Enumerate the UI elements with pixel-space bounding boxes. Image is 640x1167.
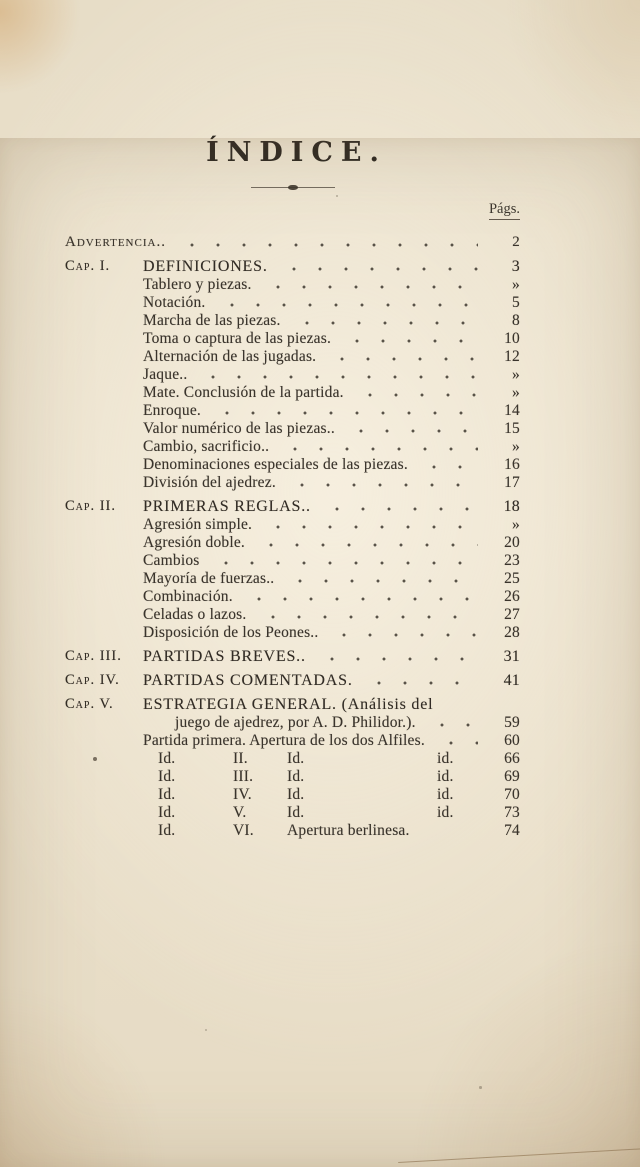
dot-leader bbox=[353, 384, 478, 402]
page-number: 28 bbox=[504, 624, 520, 641]
page-number: 20 bbox=[504, 534, 520, 551]
entry-title: Cambio, sacrificio.. bbox=[143, 438, 270, 455]
dot-leader bbox=[215, 294, 479, 312]
ink-speck bbox=[205, 1029, 207, 1031]
id-abbrev-lower bbox=[437, 822, 469, 840]
chapter-number: Cap. IV. bbox=[65, 672, 120, 688]
chapter-number: Cap. III. bbox=[65, 648, 122, 664]
opening-name: Id. bbox=[287, 768, 305, 785]
dot-leader bbox=[425, 714, 478, 732]
entry-title: Valor numérico de las piezas.. bbox=[143, 420, 335, 437]
entry-title: Disposición de los Peones.. bbox=[143, 624, 319, 641]
dot-leader bbox=[283, 570, 478, 588]
page-number: 17 bbox=[504, 474, 520, 491]
toc-row bbox=[65, 294, 520, 312]
opening-name: Apertura berlinesa. bbox=[287, 822, 410, 839]
id-abbrev: Id. bbox=[158, 804, 176, 821]
pages-column-header bbox=[65, 200, 520, 220]
dot-leader bbox=[290, 312, 478, 330]
toc-row bbox=[65, 366, 520, 384]
page-number: 26 bbox=[504, 588, 520, 605]
chapter-title: PARTIDAS BREVES.. bbox=[143, 648, 306, 665]
toc-row bbox=[65, 714, 520, 732]
dot-leader bbox=[315, 647, 478, 666]
page-number: 60 bbox=[504, 732, 520, 749]
dot-leader bbox=[210, 402, 478, 420]
id-abbrev: Id. bbox=[158, 768, 176, 785]
toc-row bbox=[65, 402, 520, 420]
chapter-title-continued: juego de ajedrez, por A. D. Philidor.). bbox=[175, 714, 416, 731]
entry-title: Celadas o lazos. bbox=[143, 606, 247, 623]
entry-title: Enroque. bbox=[143, 402, 201, 419]
entry-title: Toma o captura de las piezas. bbox=[143, 330, 332, 347]
page-number: » bbox=[512, 516, 520, 533]
opening-name: Id. bbox=[287, 786, 305, 803]
toc-row bbox=[65, 570, 520, 588]
ornament-divider bbox=[251, 183, 335, 191]
chapter-number: Cap. V. bbox=[65, 696, 114, 712]
game-numeral: II. bbox=[233, 750, 248, 767]
entry-title: Marcha de las piezas. bbox=[143, 312, 281, 329]
toc-list bbox=[65, 233, 520, 840]
toc-row bbox=[65, 276, 520, 294]
page-edge-line bbox=[398, 1148, 640, 1163]
game-numeral: IV. bbox=[233, 786, 252, 803]
entry-title: División del ajedrez. bbox=[143, 474, 276, 491]
toc-row bbox=[65, 606, 520, 624]
page-number: 15 bbox=[504, 420, 520, 437]
page-title: ÍNDICE. bbox=[206, 137, 387, 168]
toc-row bbox=[65, 588, 520, 606]
entry-title: Agresión doble. bbox=[143, 534, 246, 551]
pages-header-label: Págs. bbox=[489, 201, 520, 220]
page-number: 3 bbox=[511, 258, 520, 275]
game-numeral: V. bbox=[233, 804, 247, 821]
page-number: 31 bbox=[503, 648, 520, 665]
entry-title: Notación. bbox=[143, 294, 206, 311]
toc-row bbox=[65, 233, 520, 252]
id-abbrev-lower: id. bbox=[437, 750, 454, 767]
entry-title: Denominaciones especiales de las piezas. bbox=[143, 456, 408, 473]
page-number: 70 bbox=[504, 786, 520, 803]
toc-row bbox=[65, 552, 520, 570]
page-number: » bbox=[512, 384, 520, 401]
dot-leader bbox=[362, 671, 478, 690]
page-number: 18 bbox=[503, 498, 520, 515]
page-number: 25 bbox=[504, 570, 520, 587]
page-number: 8 bbox=[512, 312, 520, 329]
opening-name: Id. bbox=[287, 804, 305, 821]
toc-row bbox=[65, 474, 520, 492]
game-numeral: III. bbox=[233, 768, 254, 785]
dot-leader bbox=[417, 456, 478, 474]
id-abbrev-lower: id. bbox=[437, 786, 454, 803]
page-number: 5 bbox=[512, 294, 520, 311]
id-abbrev: Id. bbox=[158, 786, 176, 803]
toc-row bbox=[65, 330, 520, 348]
dot-leader bbox=[320, 497, 478, 516]
page-number: 41 bbox=[503, 672, 520, 689]
toc-row bbox=[65, 456, 520, 474]
ink-speck bbox=[336, 195, 338, 197]
dot-leader bbox=[285, 474, 478, 492]
toc-row bbox=[65, 624, 520, 642]
page-number: 59 bbox=[504, 714, 520, 731]
chapter-title: PRIMERAS REGLAS.. bbox=[143, 498, 311, 515]
chapter-title: PARTIDAS COMENTADAS. bbox=[143, 672, 353, 689]
page-number: 10 bbox=[504, 330, 520, 347]
dot-leader bbox=[344, 420, 478, 438]
game-numeral: VI. bbox=[233, 822, 254, 839]
toc-row bbox=[65, 768, 520, 786]
ink-speck bbox=[93, 757, 97, 761]
page-number: » bbox=[512, 438, 520, 455]
toc-row bbox=[65, 732, 520, 750]
chapter-number: Cap. II. bbox=[65, 498, 116, 514]
toc-row bbox=[65, 647, 520, 666]
page-number: 73 bbox=[504, 804, 520, 821]
dot-leader bbox=[277, 257, 478, 276]
toc-row bbox=[65, 348, 520, 366]
page-number: 66 bbox=[504, 750, 520, 767]
entry-title: Cambios bbox=[143, 552, 200, 569]
toc-row bbox=[65, 671, 520, 690]
toc-row bbox=[65, 695, 520, 714]
toc-row bbox=[65, 804, 520, 822]
page-number: 14 bbox=[504, 402, 520, 419]
page-number: 2 bbox=[512, 234, 520, 250]
ink-speck bbox=[479, 1086, 482, 1089]
page-number: 16 bbox=[504, 456, 520, 473]
dot-leader bbox=[256, 606, 479, 624]
id-abbrev: Id. bbox=[158, 822, 176, 839]
toc-row bbox=[65, 384, 520, 402]
dot-leader bbox=[175, 233, 478, 252]
toc-row bbox=[65, 516, 520, 534]
page-number: 74 bbox=[504, 822, 520, 839]
dot-leader bbox=[261, 276, 478, 294]
id-abbrev-lower: id. bbox=[437, 768, 454, 785]
toc-row bbox=[65, 534, 520, 552]
entry-title: Alternación de las jugadas. bbox=[143, 348, 317, 365]
toc-row bbox=[65, 257, 520, 276]
page-number: » bbox=[512, 276, 520, 293]
entry-title: Advertencia.. bbox=[65, 234, 166, 250]
entry-title: Agresión simple. bbox=[143, 516, 253, 533]
toc-row bbox=[65, 786, 520, 804]
dot-leader bbox=[196, 366, 478, 384]
chapter-title: ESTRATEGIA GENERAL. (Análisis del bbox=[143, 696, 434, 713]
id-abbrev: Id. bbox=[158, 750, 176, 767]
entry-title: Partida primera. Apertura de los dos Alfiles. bbox=[143, 732, 425, 749]
dot-leader bbox=[242, 588, 478, 606]
toc-row bbox=[65, 420, 520, 438]
entry-title: Tablero y piezas. bbox=[143, 276, 252, 293]
chapter-number: Cap. I. bbox=[65, 258, 111, 274]
entry-title: Mate. Conclusión de la partida. bbox=[143, 384, 344, 401]
dot-leader bbox=[327, 624, 478, 642]
page-number: 12 bbox=[504, 348, 520, 365]
dot-leader bbox=[278, 438, 478, 456]
entry-title: Jaque.. bbox=[143, 366, 188, 383]
page-number: 23 bbox=[504, 552, 520, 569]
page-number: 69 bbox=[504, 768, 520, 785]
dot-leader bbox=[340, 330, 478, 348]
chapter-title: DEFINICIONES. bbox=[143, 258, 268, 275]
entry-title: Combinación. bbox=[143, 588, 233, 605]
dot-leader bbox=[209, 552, 478, 570]
toc-row bbox=[65, 497, 520, 516]
page-number: » bbox=[512, 366, 520, 383]
entry-title: Mayoría de fuerzas.. bbox=[143, 570, 275, 587]
toc-row bbox=[65, 438, 520, 456]
dot-leader bbox=[325, 348, 478, 366]
page-number: 27 bbox=[504, 606, 520, 623]
toc-row bbox=[65, 822, 520, 840]
id-abbrev-lower: id. bbox=[437, 804, 454, 821]
toc-row bbox=[65, 312, 520, 330]
book-page bbox=[0, 138, 640, 1167]
opening-name: Id. bbox=[287, 750, 305, 767]
dot-leader bbox=[261, 516, 478, 534]
toc-row bbox=[65, 750, 520, 768]
dot-leader bbox=[254, 534, 478, 552]
dot-leader bbox=[434, 732, 478, 750]
